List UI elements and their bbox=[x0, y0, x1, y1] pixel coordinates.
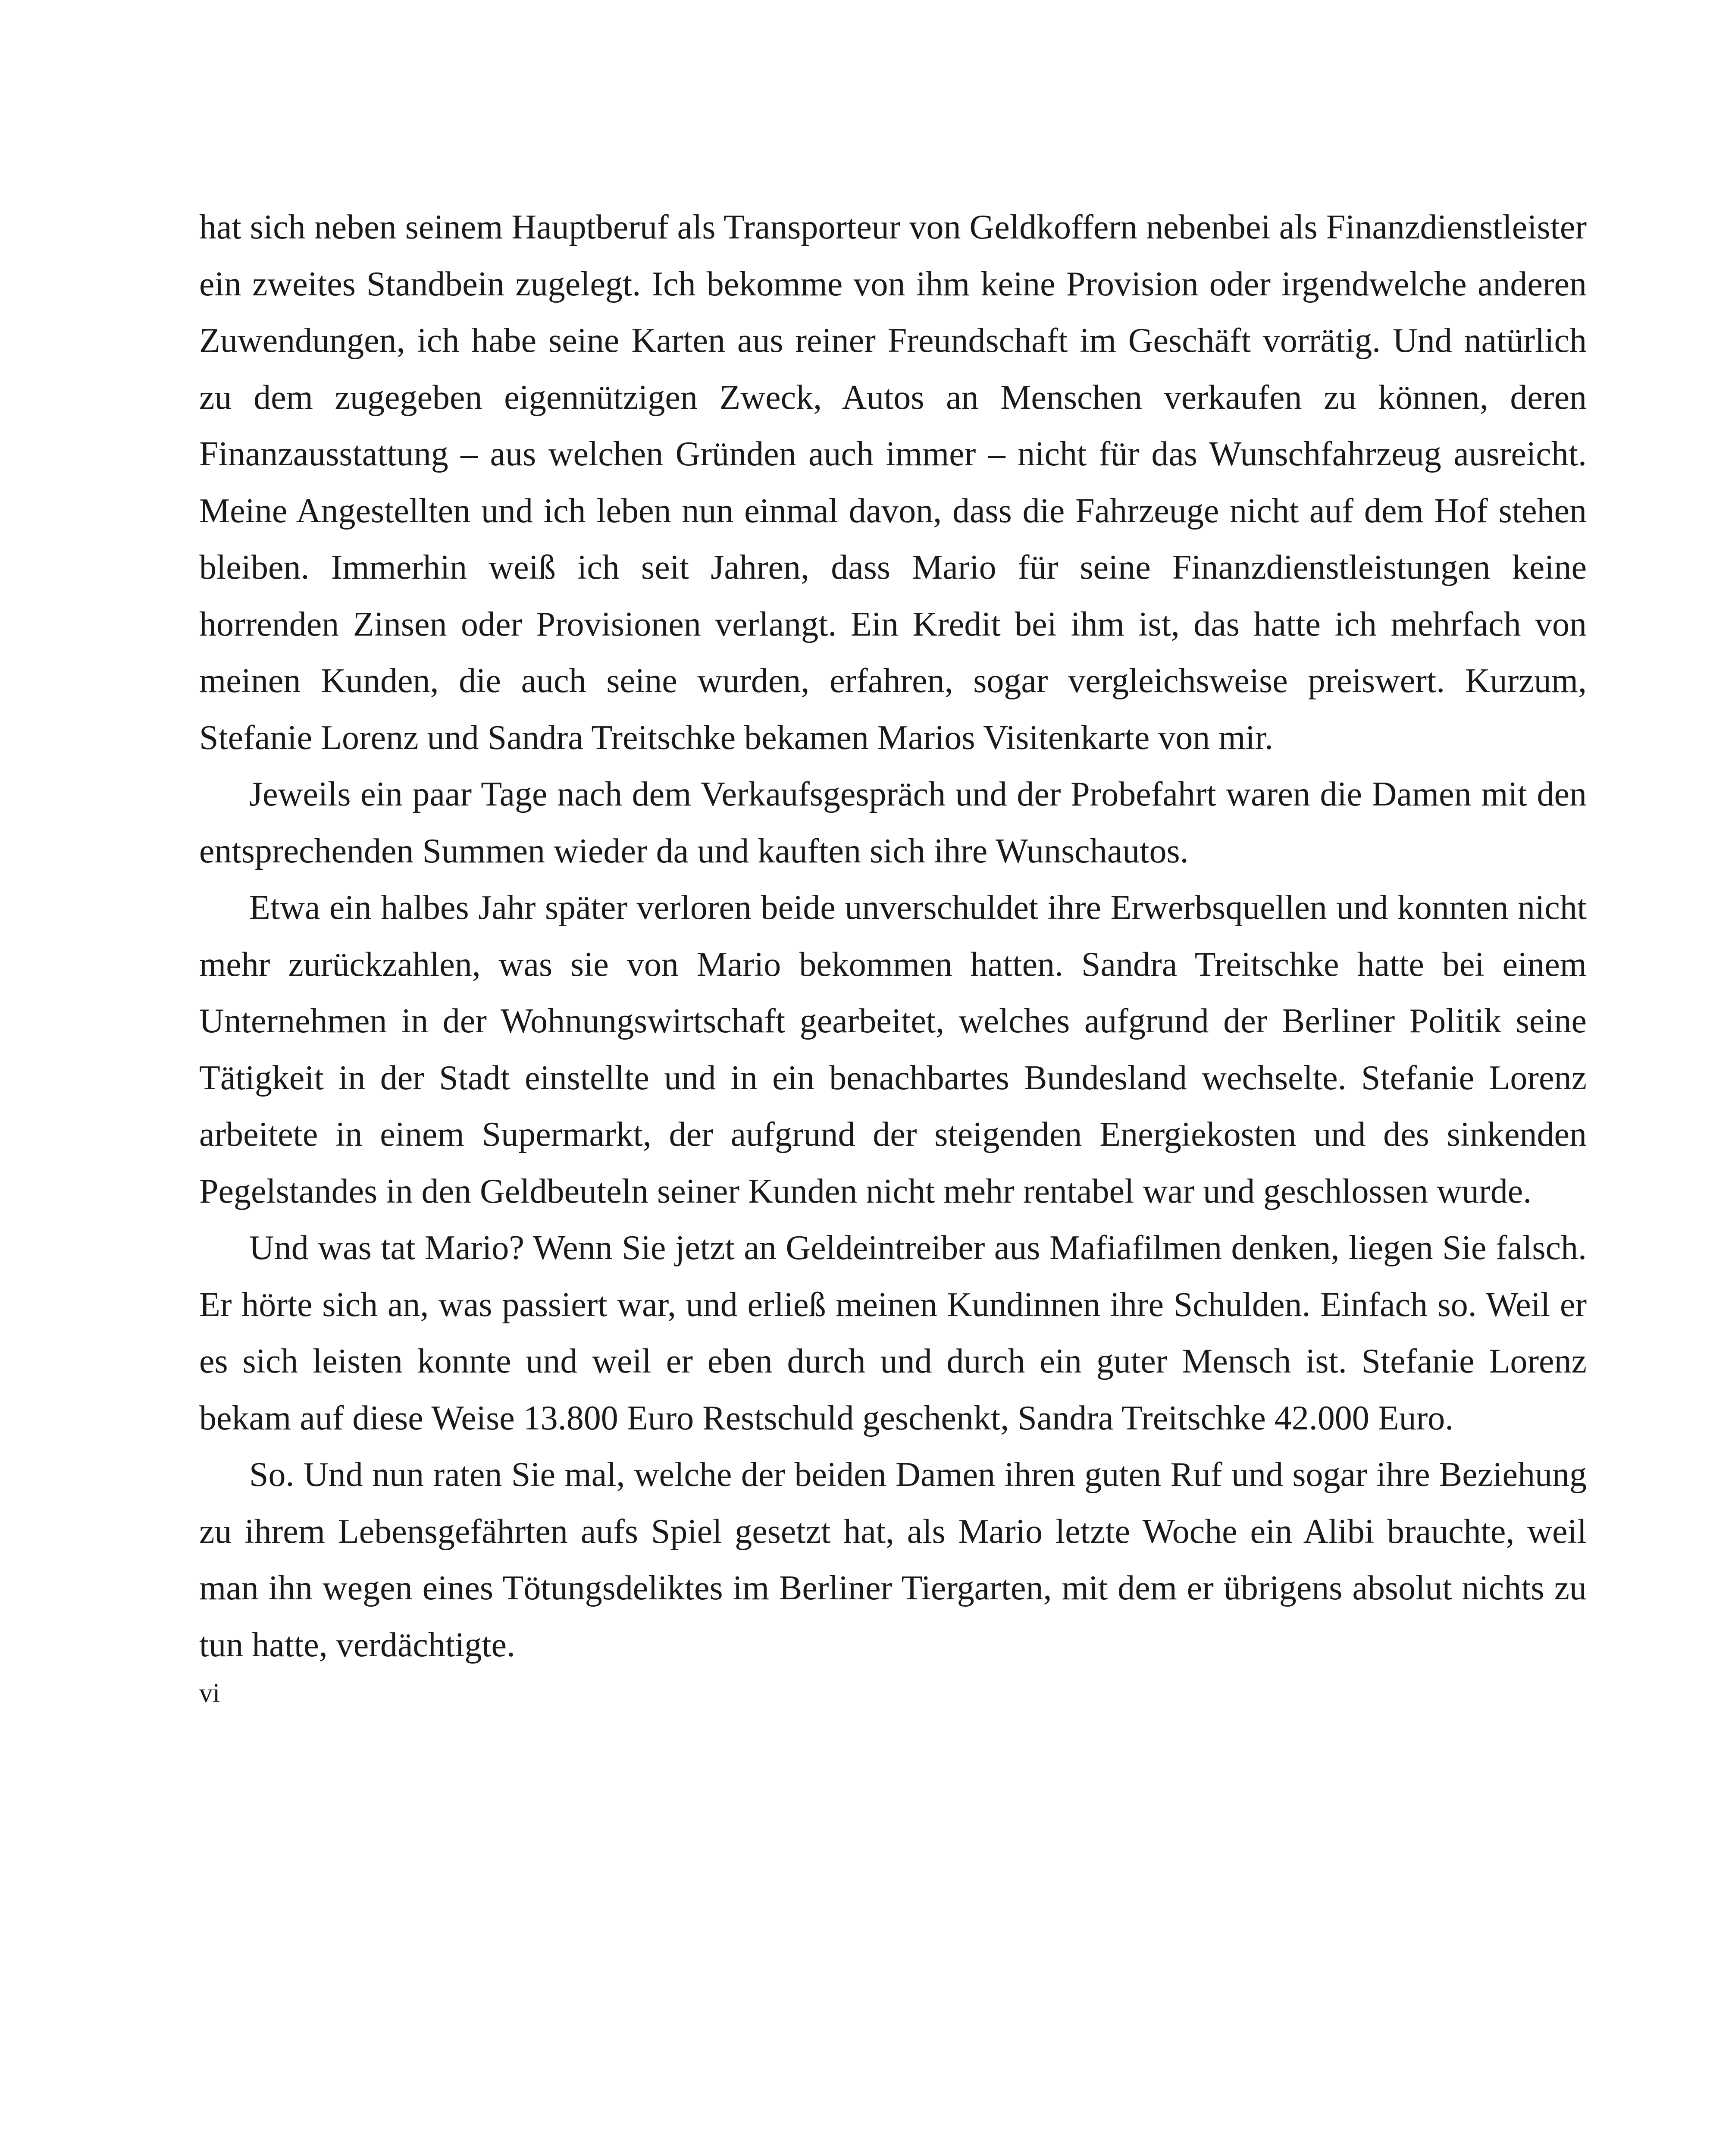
paragraph: Jeweils ein paar Tage nach dem Verkaufsgespräch und der Probefahrt waren die Damen mit den entsprechenden Summen wieder da und kauften sich ihre Wunschautos. bbox=[199, 775, 1587, 870]
paragraph: Etwa ein halbes Jahr später verloren beide unverschuldet ihre Erwerbsquellen und konnten nicht mehr zurückzahlen, was sie von Mario bekommen hatten. Sandra Treitschke hatte bei einem Unternehmen in der Wohnungswirtschaft gearbeitet, welches aufgrund der Berliner Politik seine Tätigkeit in der Stadt einstellte und in ein benachbartes Bundesland wechselte. Stefanie Lorenz arbeitete in einem Supermarkt, der aufgrund der steigenden Energiekosten und des sinkenden Pegelstandes in den Geldbeuteln seiner Kunden nicht mehr rentabel war und geschlossen wurde. bbox=[199, 889, 1587, 1210]
body-text bbox=[199, 199, 1587, 1711]
paragraph: hat sich neben seinem Hauptberuf als Transporteur von Geldkoffern nebenbei als Finanzdienstleister ein zweites Standbein zugelegt. Ich bekomme von ihm keine Provision oder irgendwelche anderen Zuwendungen, ich habe seine Karten aus reiner Freundschaft im Geschäft vorrätig. Und natürlich zu dem zugegeben eigennützigen Zweck, Autos an Menschen verkaufen zu können, deren Finanzausstattung – aus welchen Gründen auch immer – nicht für das Wunschfahrzeug ausreicht. Meine Angestellten und ich leben nun einmal davon, dass die Fahrzeuge nicht auf dem Hof stehen bleiben. Immerhin weiß ich seit Jahren, dass Mario für seine Finanzdienstleistungen keine horrenden Zinsen oder Provisionen verlangt. Ein Kredit bei ihm ist, das hatte ich mehrfach von meinen Kunden, die auch seine wurden, erfahren, sogar vergleichsweise preiswert. Kurzum, Stefanie Lorenz und Sandra Treitschke bekamen Marios Visitenkarte von mir. bbox=[199, 208, 1587, 757]
section-marker: vi bbox=[199, 1679, 220, 1708]
paragraph: So. Und nun raten Sie mal, welche der beiden Damen ihren guten Ruf und sogar ihre Beziehung zu ihrem Lebensgefährten aufs Spiel gesetzt hat, als Mario letzte Woche ein Alibi brauchte, weil man ihn wegen eines Tötungsdeliktes im Berliner Tiergarten, mit dem er übrigens absolut nichts zu tun hatte, verdächtigte. bbox=[199, 1456, 1587, 1664]
paragraph: Und was tat Mario? Wenn Sie jetzt an Geldeintreiber aus Mafiafilmen denken, liegen Sie falsch. Er hörte sich an, was passiert war, und erließ meinen Kundinnen ihre Schulden. Einfach so. Weil er es sich leisten konnte und weil er eben durch und durch ein guter Mensch ist. Stefanie Lorenz bekam auf diese Weise 13.800 Euro Restschuld geschenkt, Sandra Treitschke 42.000 Euro. bbox=[199, 1229, 1587, 1437]
